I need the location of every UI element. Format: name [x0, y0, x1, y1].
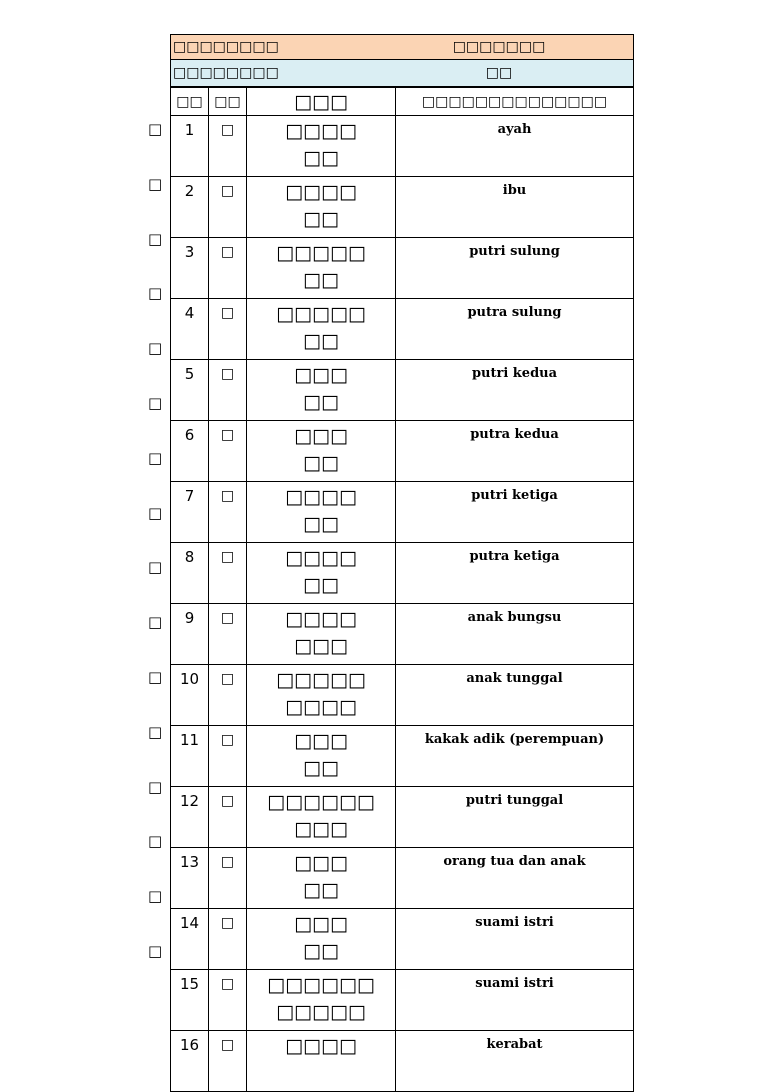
- row-checkbox[interactable]: □: [148, 120, 163, 138]
- japanese-term: [247, 299, 396, 360]
- vocab-row: [171, 421, 634, 482]
- row-mark: □: [209, 482, 247, 543]
- indonesian-meaning: putra ketiga: [396, 543, 634, 604]
- indonesian-meaning: anak bungsu: [396, 604, 634, 665]
- row-mark: □: [209, 909, 247, 970]
- subtitle-left: □□□□□□□□: [173, 65, 279, 81]
- indonesian-meaning: ayah: [396, 116, 634, 177]
- row-number: 10: [171, 665, 209, 726]
- column-header-indonesian: □□□□□□□□□□□□□□: [396, 88, 634, 116]
- japanese-term: [247, 1031, 396, 1092]
- row-number: 1: [171, 116, 209, 177]
- indonesian-meaning: ibu: [396, 177, 634, 238]
- japanese-word: □□□□: [285, 486, 357, 508]
- row-checkbox[interactable]: □: [148, 229, 163, 248]
- row-number: 14: [171, 909, 209, 970]
- column-header-number: □□: [171, 88, 209, 116]
- row-mark: □: [209, 848, 247, 909]
- vocab-row: [171, 482, 634, 543]
- row-checkbox[interactable]: □: [148, 558, 163, 577]
- japanese-reading: □□: [303, 147, 339, 169]
- vocab-row: [171, 1031, 634, 1092]
- vocab-row: [171, 909, 634, 970]
- japanese-reading: □□: [303, 391, 339, 413]
- row-mark: □: [209, 421, 247, 482]
- vocabulary-sheet: [170, 34, 634, 1092]
- japanese-word: □□□: [294, 425, 348, 447]
- row-number: 8: [171, 543, 209, 604]
- indonesian-meaning: putri sulung: [396, 238, 634, 299]
- japanese-word: □□□□□□: [267, 974, 375, 996]
- indonesian-meaning: putri tunggal: [396, 787, 634, 848]
- japanese-term: [247, 482, 396, 543]
- vocab-row: [171, 360, 634, 421]
- japanese-word: □□□□□□: [267, 791, 375, 813]
- subtitle-right: □□: [485, 65, 513, 81]
- japanese-word: □□□□: [285, 181, 357, 203]
- vocabulary-table: [170, 87, 634, 1092]
- subtitle-row: [170, 60, 634, 87]
- vocab-row: [171, 665, 634, 726]
- row-number: 4: [171, 299, 209, 360]
- row-number: 12: [171, 787, 209, 848]
- japanese-word: □□□: [294, 852, 348, 874]
- row-number: 13: [171, 848, 209, 909]
- japanese-reading: □□: [303, 757, 339, 779]
- japanese-term: [247, 787, 396, 848]
- row-number: 11: [171, 726, 209, 787]
- row-mark: □: [209, 360, 247, 421]
- vocab-row: [171, 604, 634, 665]
- indonesian-meaning: putra sulung: [396, 299, 634, 360]
- japanese-reading: □□: [303, 574, 339, 596]
- japanese-term: [247, 665, 396, 726]
- vocab-row: [171, 787, 634, 848]
- japanese-term: [247, 238, 396, 299]
- indonesian-meaning: orang tua dan anak: [396, 848, 634, 909]
- japanese-term: [247, 116, 396, 177]
- row-mark: □: [209, 238, 247, 299]
- row-mark: □: [209, 299, 247, 360]
- row-checkbox-column: [148, 116, 164, 993]
- row-mark: □: [209, 1031, 247, 1092]
- row-checkbox[interactable]: □: [148, 284, 163, 303]
- japanese-reading: [247, 1060, 395, 1087]
- japanese-reading: □□□: [294, 635, 348, 657]
- title-row: [170, 34, 634, 60]
- row-number: 6: [171, 421, 209, 482]
- indonesian-meaning: putra kedua: [396, 421, 634, 482]
- japanese-reading: □□□□□: [276, 1001, 366, 1023]
- column-header-row: [171, 88, 634, 116]
- indonesian-meaning: suami istri: [396, 909, 634, 970]
- row-mark: □: [209, 116, 247, 177]
- japanese-word: □□□□□: [276, 242, 366, 264]
- column-header-mark: □□: [209, 88, 247, 116]
- row-checkbox[interactable]: □: [148, 941, 163, 960]
- vocab-row: [171, 116, 634, 177]
- indonesian-meaning: putri ketiga: [396, 482, 634, 543]
- vocab-row: [171, 970, 634, 1031]
- row-checkbox[interactable]: □: [148, 722, 163, 741]
- vocab-row: [171, 848, 634, 909]
- vocab-row: [171, 299, 634, 360]
- row-checkbox[interactable]: □: [148, 777, 163, 796]
- indonesian-meaning: putri kedua: [396, 360, 634, 421]
- row-checkbox[interactable]: □: [148, 667, 163, 686]
- title-right: □□□□□□□: [452, 39, 546, 55]
- japanese-term: [247, 543, 396, 604]
- row-checkbox[interactable]: □: [148, 393, 163, 412]
- japanese-word: □□□□: [285, 1035, 357, 1057]
- japanese-term: [247, 177, 396, 238]
- japanese-term: [247, 604, 396, 665]
- row-mark: □: [209, 787, 247, 848]
- title-left: □□□□□□□□: [173, 39, 279, 55]
- indonesian-meaning: kerabat: [396, 1031, 634, 1092]
- row-checkbox[interactable]: □: [148, 832, 163, 851]
- row-number: 9: [171, 604, 209, 665]
- row-mark: □: [209, 726, 247, 787]
- japanese-term: [247, 970, 396, 1031]
- japanese-term: [247, 421, 396, 482]
- japanese-word: □□□□□: [276, 303, 366, 325]
- japanese-term: [247, 726, 396, 787]
- row-number: 16: [171, 1031, 209, 1092]
- row-checkbox[interactable]: □: [148, 887, 163, 906]
- row-number: 2: [171, 177, 209, 238]
- indonesian-meaning: kakak adik (perempuan): [396, 726, 634, 787]
- vocab-row: [171, 177, 634, 238]
- japanese-reading: □□: [303, 208, 339, 230]
- row-mark: □: [209, 604, 247, 665]
- row-number: 3: [171, 238, 209, 299]
- row-checkbox[interactable]: □: [148, 174, 163, 193]
- row-checkbox[interactable]: □: [148, 339, 163, 358]
- indonesian-meaning: anak tunggal: [396, 665, 634, 726]
- japanese-term: [247, 360, 396, 421]
- row-mark: □: [209, 665, 247, 726]
- japanese-word: □□□: [294, 364, 348, 386]
- row-checkbox[interactable]: □: [148, 448, 163, 467]
- japanese-word: □□□□: [285, 608, 357, 630]
- indonesian-meaning: suami istri: [396, 970, 634, 1031]
- row-mark: □: [209, 177, 247, 238]
- japanese-word: □□□: [294, 730, 348, 752]
- japanese-reading: □□: [303, 513, 339, 535]
- row-number: 5: [171, 360, 209, 421]
- vocab-row: [171, 238, 634, 299]
- japanese-reading: □□: [303, 269, 339, 291]
- japanese-term: [247, 909, 396, 970]
- japanese-term: [247, 848, 396, 909]
- row-number: 7: [171, 482, 209, 543]
- vocab-row: [171, 726, 634, 787]
- japanese-reading: □□: [303, 879, 339, 901]
- row-mark: □: [209, 970, 247, 1031]
- japanese-reading: □□: [303, 940, 339, 962]
- row-number: 15: [171, 970, 209, 1031]
- japanese-word: □□□□: [285, 120, 357, 142]
- row-checkbox[interactable]: □: [148, 613, 163, 632]
- row-checkbox[interactable]: □: [148, 503, 163, 522]
- japanese-word: □□□□: [285, 547, 357, 569]
- japanese-reading: □□: [303, 452, 339, 474]
- japanese-word: □□□: [294, 913, 348, 935]
- japanese-reading: □□□: [294, 818, 348, 840]
- column-header-japanese: □□□: [247, 88, 396, 116]
- japanese-reading: □□: [303, 330, 339, 352]
- japanese-reading: □□□□: [285, 696, 357, 718]
- vocab-row: [171, 543, 634, 604]
- japanese-word: □□□□□: [276, 669, 366, 691]
- row-mark: □: [209, 543, 247, 604]
